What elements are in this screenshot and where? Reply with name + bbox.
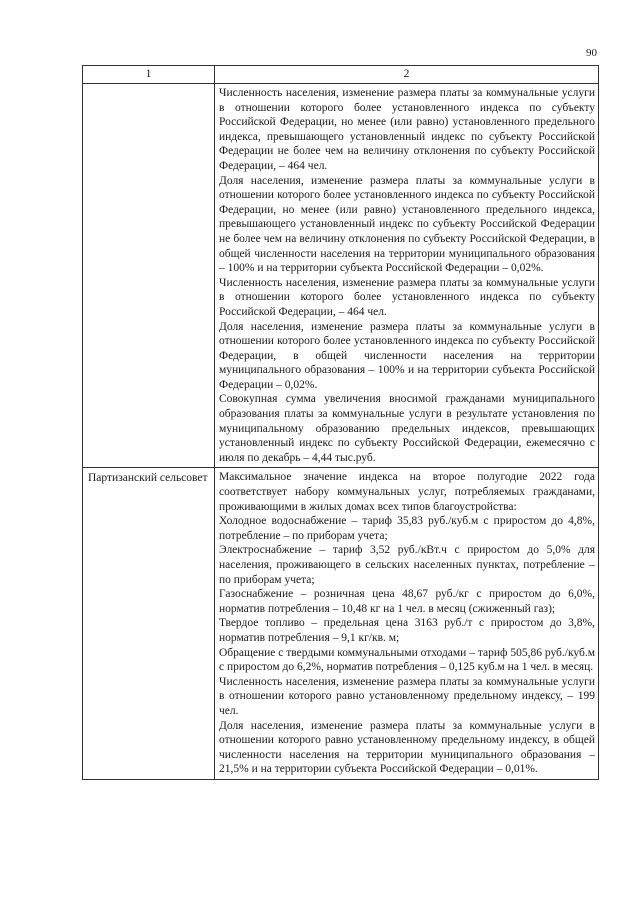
paragraph: Обращение с твердыми коммунальными отходами – тариф 505,86 руб./куб.м с приростом до 6,2%, норматив потребления – 0,125 куб.м на 1 чел. в месяц. bbox=[219, 646, 595, 674]
municipality-cell: Партизанский сельсовет bbox=[83, 468, 215, 779]
paragraph: Газоснабжение – розничная цена 48,67 руб./кг с приростом до 6,0%, норматив потребления – 10,48 кг на 1 чел. в месяц (сжиженный газ); bbox=[219, 588, 595, 615]
indicator-table bbox=[82, 65, 599, 780]
page-number: 90 bbox=[586, 47, 597, 59]
paragraph: Твердое топливо – предельная цена 3163 руб./т с приростом до 3,8%, норматив потребления – 9,1 кг/кв. м; bbox=[219, 617, 595, 644]
description-cell bbox=[215, 468, 599, 779]
paragraph: Доля населения, изменение размера платы за коммунальные услуги в отношении которого более установленного индекса по субъекту Российской Федерации, в общей численности населения на территории муниципального образования – 100% и на территории субъекта Российской Федерации – 0,02%. bbox=[219, 320, 595, 391]
column-header-1: 1 bbox=[83, 66, 215, 84]
column-header-2: 2 bbox=[215, 66, 599, 84]
paragraph: Доля населения, изменение размера платы за коммунальные услуги в отношении которого более установленного индекса по субъекту Российской Федерации, но менее (или равно) установленного предельного индекса, превышающего установленный индекс по субъекту Российской Федерации не более чем на величину отклонения по субъекту Российской Федерации, в общей численности населения на территории муниципального образования – 100% и на территории субъекта Российской Федерации – 0,02%. bbox=[219, 174, 595, 275]
description-cell bbox=[215, 84, 599, 468]
paragraph: Численность населения, изменение размера платы за коммунальные услуги в отношении которого более установленного индекса по субъекту Российской Федерации, – 464 чел. bbox=[219, 276, 595, 318]
paragraph: Совокупная сумма увеличения вносимой гражданами муниципального образования платы за коммунальные услуги в результате установления по муниципальному образованию предельных индексов, превышающих установленный индекс по субъекту Российской Федерации, ежемесячно с июля по декабрь – 4,44 тыс.руб. bbox=[219, 393, 595, 464]
paragraph: Численность населения, изменение размера платы за коммунальные услуги в отношении которого более установленного индекса по субъекту Российской Федерации, но менее (или равно) установленного предельного индекса, превышающего установленный индекс по субъекту Российской Федерации не более чем на величину отклонения по субъекту Российской Федерации, – 464 чел. bbox=[219, 87, 595, 172]
paragraph: Холодное водоснабжение – тариф 35,83 руб./куб.м с приростом до 4,8%, потребление – по приборам учета; bbox=[219, 515, 595, 542]
paragraph: Максимальное значение индекса на второе полугодие 2022 года соответствует набору коммунальных услуг, потребляемых гражданами, проживающими в жилых домах всех типов благоустройства: bbox=[219, 471, 595, 513]
paragraph: Численность населения, изменение размера платы за коммунальные услуги в отношении которого равно установленному предельному индексу, – 199 чел. bbox=[219, 675, 595, 717]
table-row bbox=[83, 468, 599, 779]
paragraph: Доля населения, изменение размера платы за коммунальные услуги в отношении которого равно установленному предельному индексу, в общей численности населения на территории муниципального образования – 21,5% и на территории субъекта Российской Федерации – 0,01%. bbox=[219, 719, 595, 776]
municipality-cell bbox=[83, 84, 215, 468]
table-row bbox=[83, 84, 599, 468]
paragraph: Электроснабжение – тариф 3,52 руб./кВт.ч с приростом до 5,0% для населения, проживающего в сельских населенных пунктах, потребление – по приборам учета; bbox=[219, 544, 595, 586]
table-header-row bbox=[83, 66, 599, 84]
